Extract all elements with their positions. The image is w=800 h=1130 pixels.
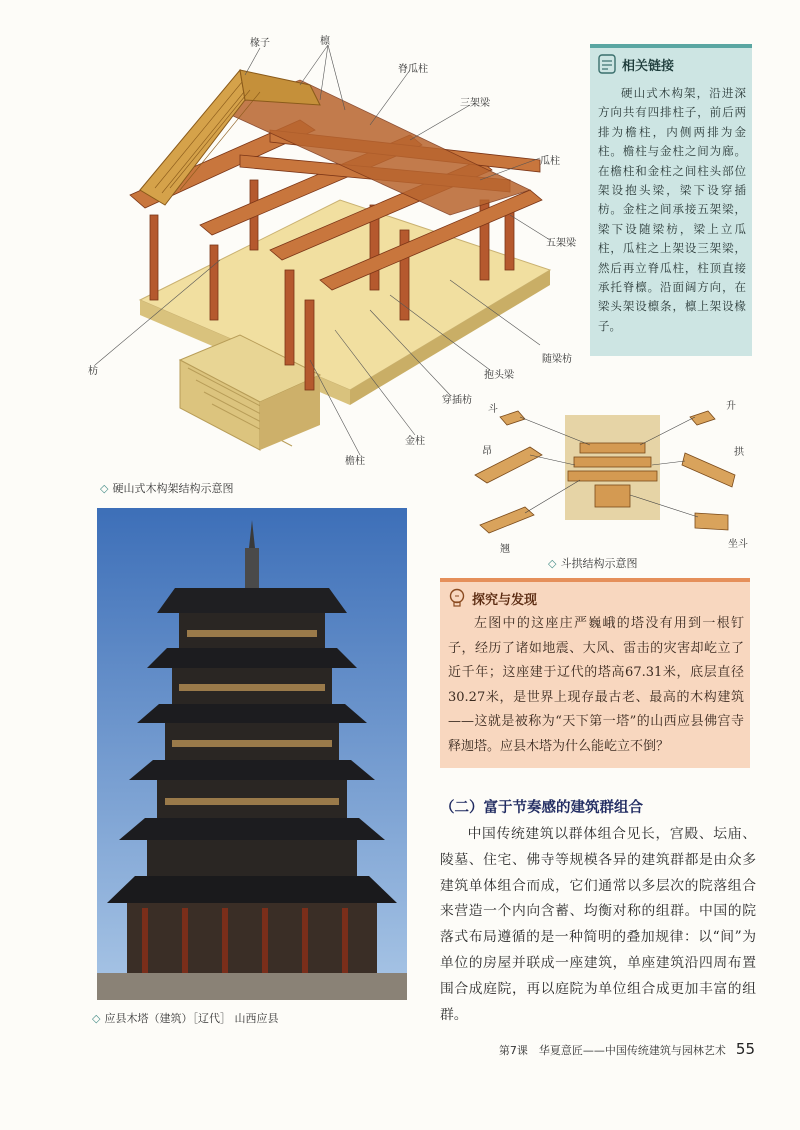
- related-link-title: 相关链接: [622, 58, 675, 74]
- pagoda-caption: ◇ 应县木塔（建筑）［辽代］ 山西应县: [92, 1012, 279, 1025]
- diamond-icon: ◇: [548, 557, 557, 570]
- label-suiliangfang: 随梁枋: [542, 354, 572, 365]
- label-yanzhu: 檐柱: [345, 456, 365, 467]
- label-sheng: 升: [726, 401, 736, 412]
- label-ang: 昂: [482, 446, 492, 457]
- explore-title: 探究与发现: [472, 592, 538, 608]
- related-link-box: [590, 44, 752, 356]
- page-footer: [455, 1040, 755, 1058]
- label-jinzhu: 金柱: [405, 436, 425, 447]
- dougong-caption: ◇ 斗拱结构示意图: [548, 557, 638, 570]
- label-chuanzi: 椽子: [250, 38, 270, 49]
- label-gong: 拱: [734, 447, 744, 458]
- label-jiguazhu: 脊瓜柱: [398, 64, 428, 75]
- label-lin: 檩: [320, 36, 330, 47]
- section-heading: （二）富于节奏感的建筑群组合: [440, 800, 643, 816]
- dougong-diagram: [470, 395, 770, 560]
- diamond-icon: ◇: [92, 1012, 101, 1025]
- label-wujialiang: 五架梁: [546, 238, 576, 249]
- section-body-text: 中国传统建筑以群体组合见长，宫殿、坛庙、陵墓、住宅、佛寺等规模各异的建筑群都是由众多建筑单体组合而成，它们通常以多层次的院落组合来营造一个内向含蓄、均衡对称的组群。中国的院落式布局遵循的是一种简明的叠加规律：以“间”为单位的房屋并联成一座建筑，单座建筑沿四周布置围合成庭院，再以庭院为单位组合成更加丰富的组群。: [440, 826, 756, 1023]
- label-zuodou: 坐斗: [728, 539, 748, 550]
- explore-discover-box: [440, 578, 750, 768]
- label-qiao: 翘: [500, 544, 510, 555]
- pagoda-photo: [97, 508, 407, 1000]
- label-guazhu: 瓜柱: [540, 156, 560, 167]
- related-link-text: 硬山式木构架，沿进深方向共有四排柱子，前后两排为檐柱，内侧两排为金柱。檐柱与金柱之间为廊。在檐柱和金柱之间柱头部位架设抱头梁，梁下设穿插枋。金柱之间承接五架梁，梁下设随梁枋，梁上立瓜柱，瓜柱之上架设三架梁，然后再立脊瓜柱，柱顶直接承托脊檩。沿面阔方向，在梁头架设檩条，檩上架设椽子。: [598, 86, 746, 333]
- label-chuanchafang: 穿插枋: [442, 395, 472, 406]
- label-dou: 斗: [488, 404, 498, 415]
- lesson-title: 第7课 华夏意匠——中国传统建筑与园林艺术: [498, 1044, 726, 1057]
- label-fang: 枋: [88, 366, 98, 377]
- label-baotouliang: 抱头梁: [484, 370, 514, 381]
- diamond-icon: ◇: [100, 482, 109, 495]
- page-number: 55: [735, 1040, 755, 1058]
- label-sanjialiang: 三架梁: [460, 98, 490, 109]
- document-icon: [598, 54, 616, 74]
- explore-text: 左图中的这座庄严巍峨的塔没有用到一根钉子，经历了诸如地震、大风、雷击的灾害却屹立了近千年；这座建于辽代的塔高67.31米，底层直径30.27米，是世界上现存最古老、最高的木构建筑——这就是被称为“天下第一塔”的山西应县佛宫寺释迦塔。应县木塔为什么能屹立不倒？: [448, 616, 744, 754]
- lightbulb-icon: [448, 588, 466, 608]
- timber-frame-caption: ◇ 硬山式木构架结构示意图: [100, 482, 234, 495]
